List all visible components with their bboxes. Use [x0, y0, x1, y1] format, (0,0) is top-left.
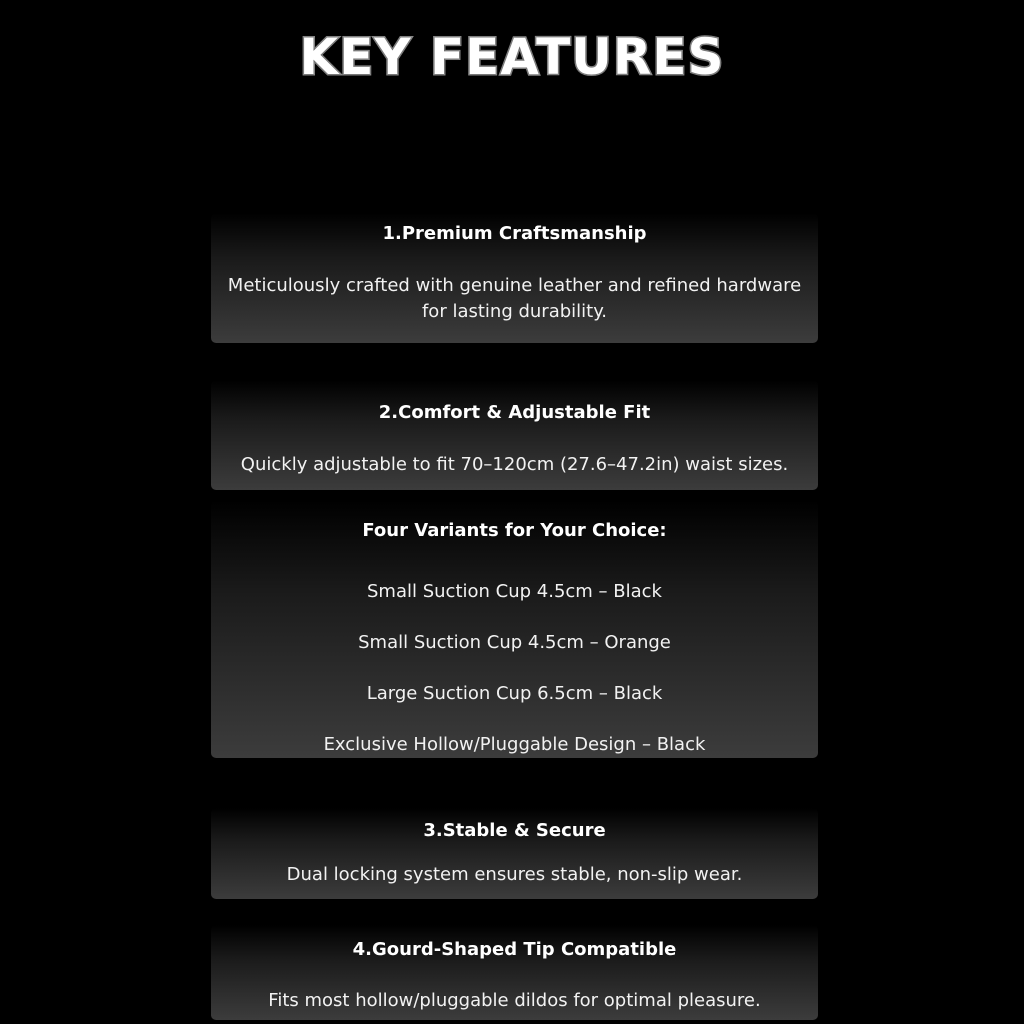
feature-card-craftsmanship [211, 213, 818, 343]
feature-description: Meticulously crafted with genuine leather and refined hardware for lasting durability. [227, 275, 802, 322]
variant-item: Large Suction Cup 6.5cm – Black [366, 683, 663, 704]
variant-item: Exclusive Hollow/Pluggable Design – Black [323, 734, 706, 755]
feature-description: Quickly adjustable to fit 70–120cm (27.6–47.2in) waist sizes. [240, 454, 789, 475]
feature-heading: 2.Comfort & Adjustable Fit [378, 402, 651, 423]
feature-card-tip-compatible [211, 925, 818, 1020]
feature-card-comfort-fit [211, 380, 818, 490]
page-title: KEY FEATURES [299, 28, 725, 86]
feature-description: Fits most hollow/pluggable dildos for optimal pleasure. [268, 990, 761, 1011]
feature-heading: 3.Stable & Secure [423, 820, 606, 841]
variants-card [211, 500, 818, 758]
feature-heading: 4.Gourd-Shaped Tip Compatible [352, 939, 677, 960]
feature-heading: 1.Premium Craftsmanship [382, 223, 647, 244]
variant-item: Small Suction Cup 4.5cm – Black [367, 581, 662, 602]
variant-item: Small Suction Cup 4.5cm – Orange [358, 632, 671, 653]
variants-heading: Four Variants for Your Choice: [362, 520, 667, 541]
feature-description: Dual locking system ensures stable, non-slip wear. [286, 864, 743, 885]
feature-card-stable-secure [211, 808, 818, 899]
